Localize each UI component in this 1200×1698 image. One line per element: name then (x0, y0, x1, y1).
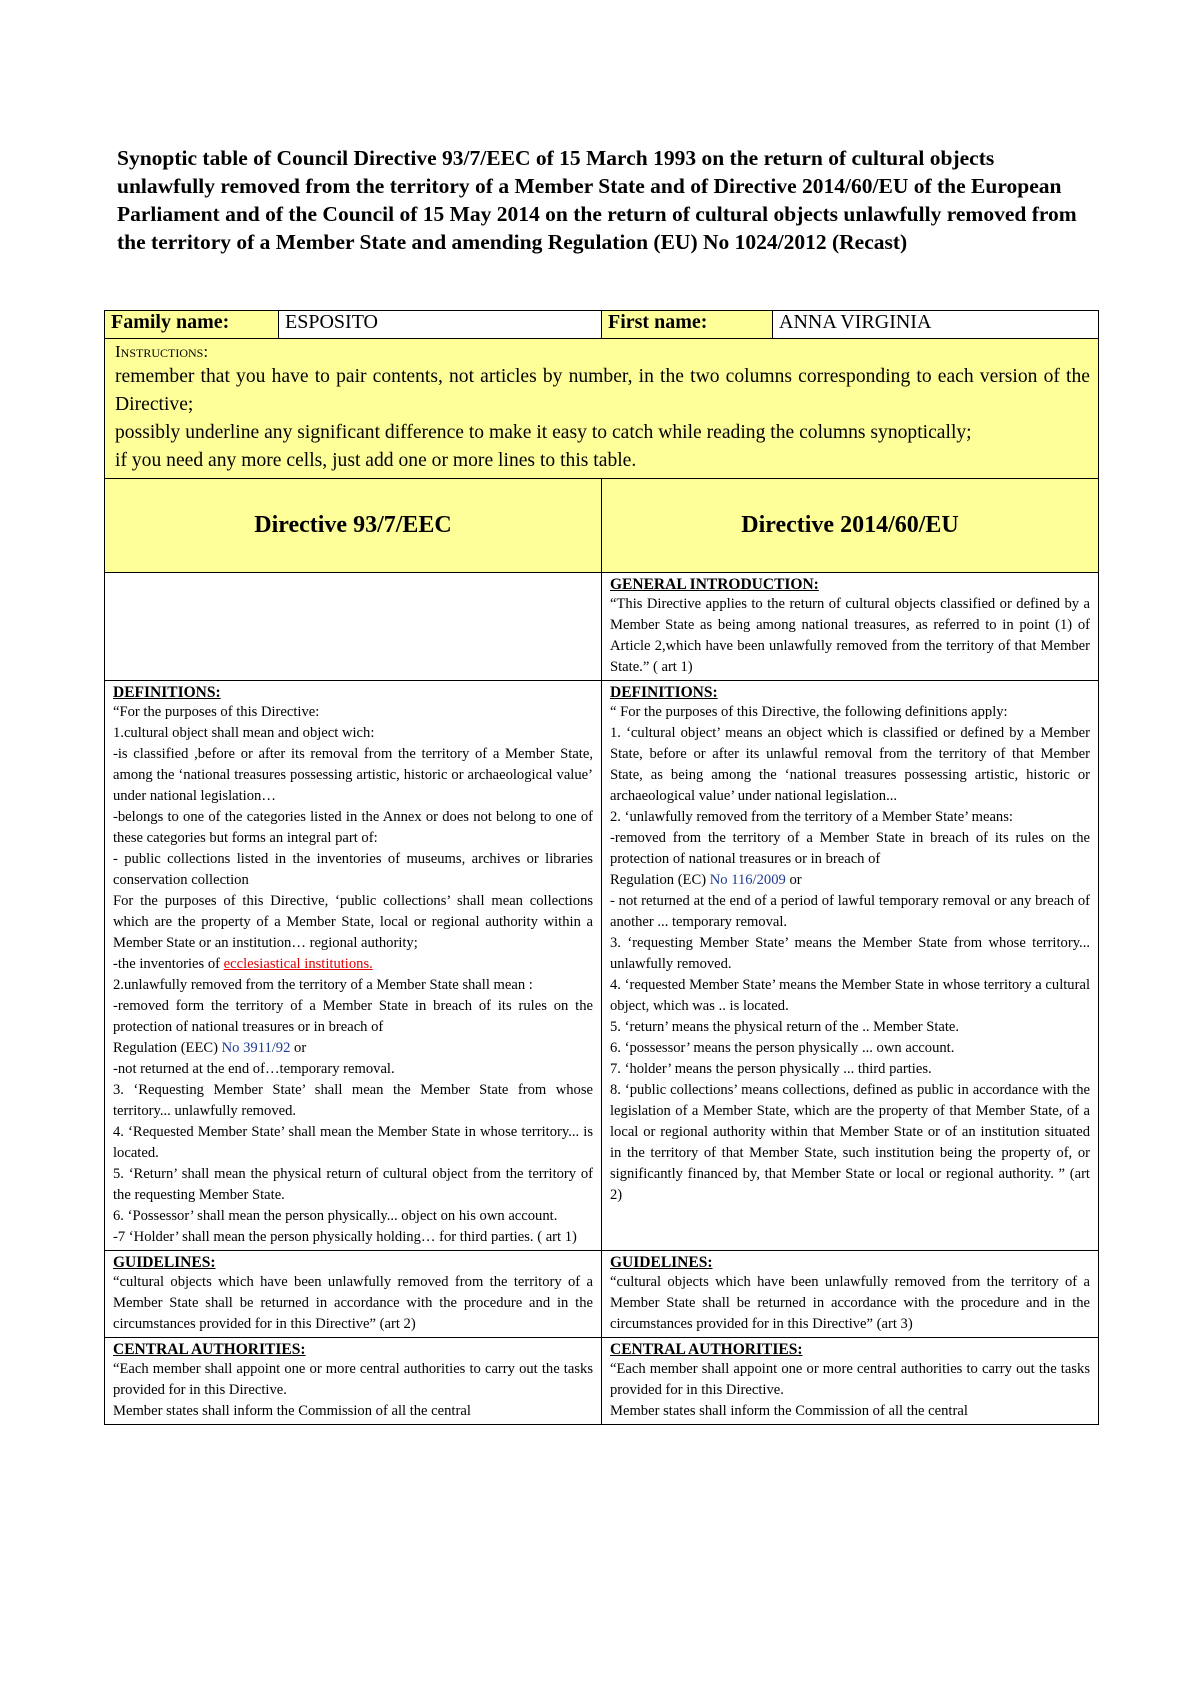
guidelines-left[interactable] (105, 1251, 602, 1338)
ecclesiastical-link[interactable]: ecclesiastical institutions. (223, 956, 373, 972)
guidelines-text: “cultural objects which have been unlawfully removed from the territory of a Member State shall be returned in accordance with the procedure and in the circumstances provided for in this Directive” (art 3) (610, 1274, 1090, 1332)
central-line: “Each member shall appoint one or more central authorities to carry out the tasks provided for in this Directive. (113, 1361, 593, 1398)
definition-line (113, 954, 593, 975)
definition-line (113, 1038, 593, 1059)
column-header-left: Directive 93/7/EEC (105, 479, 602, 573)
instructions-box (105, 339, 1099, 479)
column-header-row (105, 479, 1099, 573)
definition-line: -is classified ,before or after its removal from the territory of a Member State, among the ‘national treasures possessing artistic, historic or archaeological value’ under national legislation… (113, 746, 593, 804)
definitions-left[interactable] (105, 681, 602, 1251)
definition-line: -7 ‘Holder’ shall mean the person physically holding… for third parties. ( art 1) (113, 1229, 577, 1245)
definition-line: 6. ‘Possessor’ shall mean the person physically... object on his own account. (113, 1208, 558, 1224)
section-title: GUIDELINES: (113, 1254, 216, 1271)
section-title: CENTRAL AUTHORITIES: (610, 1341, 803, 1358)
definition-line: 5. ‘return’ means the physical return of the .. Member State. (610, 1019, 960, 1035)
instruction-line: possibly underline any significant difference to make it easy to catch while reading the columns synoptically; (115, 422, 972, 443)
definition-line: - not returned at the end of a period of lawful temporary removal or any breach of another ... temporary removal. (610, 893, 1090, 930)
regulation-suffix: or (785, 872, 802, 888)
central-line: “Each member shall appoint one or more central authorities to carry out the tasks provided for in this Directive. (610, 1361, 1090, 1398)
central-line: Member states shall inform the Commission of all the central (113, 1403, 471, 1419)
regulation-prefix: Regulation (EEC) (113, 1040, 222, 1056)
central-line: Member states shall inform the Commission of all the central (610, 1403, 968, 1419)
definition-line (610, 870, 1090, 891)
definition-line: -not returned at the end of…temporary removal. (113, 1061, 395, 1077)
definition-line: For the purposes of this Directive, ‘public collections’ shall mean collections which are the property of a Member State, local or regional authority within a Member State or an institution… regional authority; (113, 893, 593, 951)
definition-line: 4. ‘requested Member State’ means the Member State in whose territory a cultural object, which was .. is located. (610, 977, 1090, 1014)
regulation-prefix: Regulation (EC) (610, 872, 710, 888)
general-intro-text: “This Directive applies to the return of cultural objects classified or defined by a Member State as being among national treasures, as referred to in point (1) of Article 2,which have been unlawfully removed from the territory of that Member State.” ( art 1) (610, 596, 1090, 675)
document-title: Synoptic table of Council Directive 93/7/EEC of 15 March 1993 on the return of cultural objects unlawfully removed from the territory of a Member State and of Directive 2014/60/EU of the European Parliament and of the Council of 15 May 2014 on the return of cultural objects unlawfully removed from the territory of a Member State and amending Regulation (EU) No 1024/2012 (Recast) (117, 146, 1077, 254)
instructions-heading: Instructions: (115, 342, 209, 361)
central-authorities-left[interactable] (105, 1338, 602, 1425)
first-name-label: First name: (602, 311, 773, 339)
eccl-prefix: -the inventories of (113, 956, 224, 972)
definition-line: 1. ‘cultural object’ means an object which is classified or defined by a Member State, before or after its unlawful removal from the territory of that Member State, as being among the ‘national treasures possessing artistic, historic or archaeological value’ under national legislation... (610, 725, 1090, 804)
definition-line: 6. ‘possessor’ means the person physically ... own account. (610, 1040, 955, 1056)
regulation-link[interactable]: No 116/2009 (709, 872, 786, 888)
family-name-label: Family name: (105, 311, 279, 339)
definition-line: 7. ‘holder’ means the person physically ... third parties. (610, 1061, 932, 1077)
section-title: GENERAL INTRODUCTION: (610, 576, 819, 593)
student-row (105, 311, 1099, 339)
definition-line: -removed from the territory of a Member State in breach of its rules on the protection of national treasures or in breach of (610, 830, 1090, 867)
definition-line: - public collections listed in the inventories of museums, archives or libraries conservation collection (113, 851, 593, 888)
section-title: GUIDELINES: (610, 1254, 713, 1271)
regulation-link[interactable]: No 3911/92 (221, 1040, 291, 1056)
guidelines-right[interactable] (602, 1251, 1099, 1338)
definition-line: 3. ‘requesting Member State’ means the Member State from whose territory... unlawfully removed. (610, 935, 1090, 972)
regulation-suffix: or (290, 1040, 307, 1056)
instruction-line: remember that you have to pair contents, not articles by number, in the two columns corresponding to each version of the Directive; (115, 366, 1090, 415)
definition-line: 2. ‘unlawfully removed from the territory of a Member State’ means: (610, 809, 1013, 825)
guidelines-row (105, 1251, 1099, 1338)
section-title: DEFINITIONS: (113, 684, 221, 701)
general-intro-left-empty[interactable] (105, 573, 602, 681)
definition-line: 5. ‘Return’ shall mean the physical return of cultural object from the territory of the requesting Member State. (113, 1166, 593, 1203)
general-intro-right[interactable] (602, 573, 1099, 681)
guidelines-text: “cultural objects which have been unlawfully removed from the territory of a Member State shall be returned in accordance with the procedure and in the circumstances provided for in this Directive” (art 2) (113, 1274, 593, 1332)
definition-line: 4. ‘Requested Member State’ shall mean the Member State in whose territory... is located. (113, 1124, 593, 1161)
definition-line: “For the purposes of this Directive: (113, 704, 320, 720)
definitions-row (105, 681, 1099, 1251)
synoptic-table (104, 310, 1099, 1425)
central-authorities-right[interactable] (602, 1338, 1099, 1425)
definition-line: 2.unlawfully removed from the territory of a Member State shall mean : (113, 977, 533, 993)
instruction-line: if you need any more cells, just add one or more lines to this table. (115, 450, 637, 471)
section-title: DEFINITIONS: (610, 684, 718, 701)
definition-line: 3. ‘Requesting Member State’ shall mean the Member State from whose territory... unlawfully removed. (113, 1082, 593, 1119)
family-name-value[interactable]: ESPOSITO (279, 311, 602, 339)
section-title: CENTRAL AUTHORITIES: (113, 1341, 306, 1358)
definition-line: -removed form the territory of a Member State in breach of its rules on the protection of national treasures or in breach of (113, 998, 593, 1035)
definition-line: 1.cultural object shall mean and object wich: (113, 725, 375, 741)
definition-line: -belongs to one of the categories listed in the Annex or does not belong to one of these categories but forms an integral part of: (113, 809, 593, 846)
column-header-right: Directive 2014/60/EU (602, 479, 1099, 573)
definition-line: “ For the purposes of this Directive, the following definitions apply: (610, 704, 1008, 720)
definitions-right[interactable] (602, 681, 1099, 1251)
general-intro-row (105, 573, 1099, 681)
central-authorities-row (105, 1338, 1099, 1425)
instructions-row (105, 339, 1099, 479)
first-name-value[interactable]: ANNA VIRGINIA (773, 311, 1099, 339)
definition-line: 8. ‘public collections’ means collections, defined as public in accordance with the legislation of a Member State, which are the property of that Member State, of a local or regional authority within that Member State or of an institution situated in the territory of that Member State, such institution being the property of, or significantly financed by, that Member State or local or regional authority. ” (art 2) (610, 1082, 1090, 1203)
